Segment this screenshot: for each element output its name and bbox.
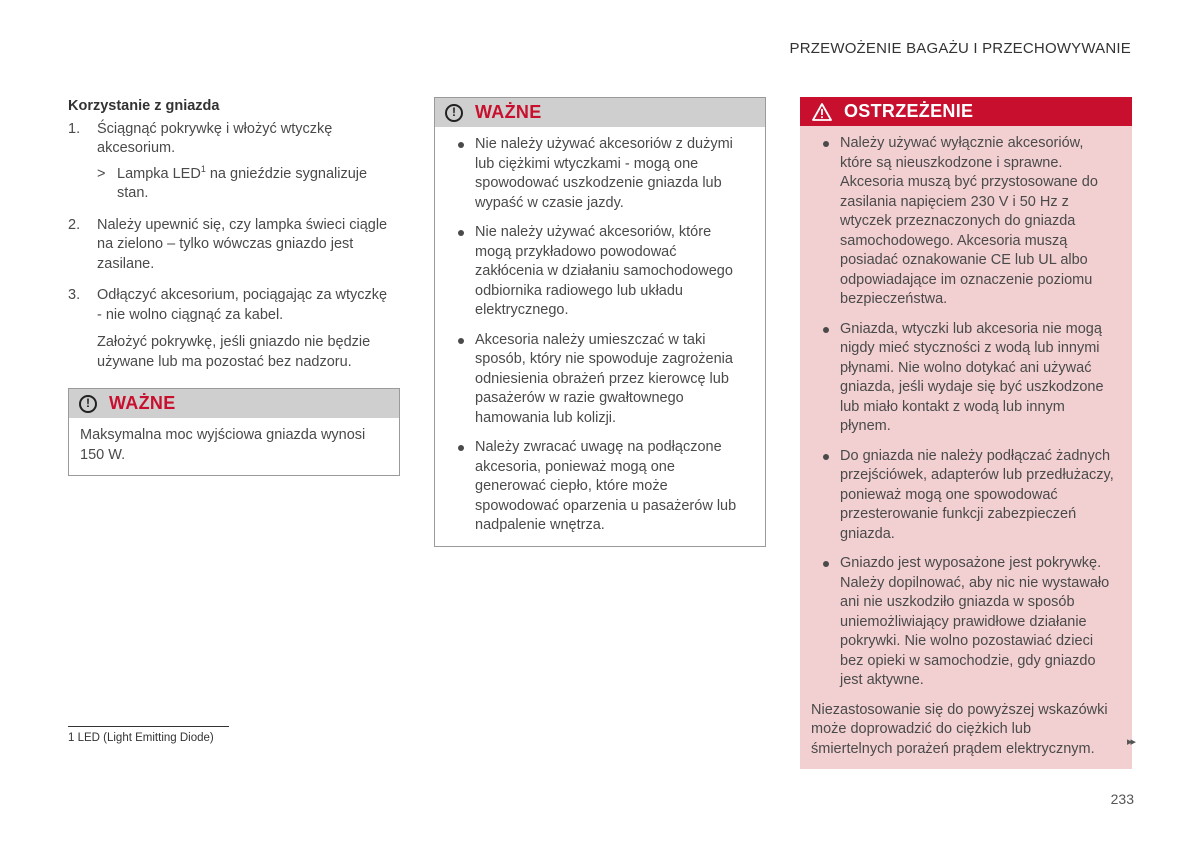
list-item-text: Akcesoria należy umieszczać w taki sposób, który nie spowoduje zagrożenia odniesienia obrażeń przez kierowcę lub pasażerów w razie gwałtownego hamowania lub kolizji. [475, 331, 733, 426]
list-item-text: Należy zwracać uwagę na podłączone akcesoria, ponieważ mogą one generować ciepło, które może spowodować oparzenia u pasażerów lub nadpalenie wnętrza. [475, 439, 737, 533]
bullet-icon [823, 327, 829, 333]
list-item-text: Nie należy używać akcesoriów, które mogą przykładowo powodować zakłócenia w działaniu samochodowego odbiornika radiowego lub układu elektrycznego. [475, 224, 733, 318]
next-page-icon[interactable]: ▸▸ [1126, 736, 1134, 748]
list-item-text: Gniazda, wtyczki lub akcesoria nie mogą nigdy mieć styczności z wodą lub innymi płynami. Nie wolno dotykać ani używać gniazda, jeśli wydaje się być uszkodzone lub miało kontakt z wodą lub innym płynem. [840, 320, 1104, 434]
warning-title: OSTRZEŻENIE [844, 100, 974, 121]
list-item [446, 331, 755, 429]
step-1 [68, 120, 400, 204]
bullet-icon [458, 142, 464, 148]
list-item [811, 134, 1122, 310]
list-item [811, 447, 1122, 545]
step-number: 3. [68, 287, 81, 303]
running-header: PRZEWOŻENIE BAGAŻU I PRZECHOWYWANIE [789, 40, 1131, 57]
important-title: WAŻNE [475, 101, 542, 122]
list-item-text: Należy używać wyłącznie akcesoriów, które są nieuszkodzone i sprawne. Akcesoria muszą być przystosowane do zasilania napięciem 230 V i 50 Hz z wtyczek przeznaczonych do gniazda samochodowego. Akcesoria muszą posiadać oznakowanie CE lub UL albo odpowiadające im oznaczenie poziomu bezpieczeństwa. [840, 135, 1098, 307]
step-text: Odłączyć akcesorium, pociągając za wtyczkę - nie wolno ciągnąć za kabel. [97, 287, 388, 323]
list-item [811, 554, 1122, 691]
bullet-icon [823, 561, 829, 567]
list-item [446, 223, 755, 321]
warning-box [800, 97, 1132, 769]
step-number: 1. [68, 120, 81, 137]
step-2 [68, 216, 400, 275]
left-column [68, 97, 400, 476]
step-text: Należy upewnić się, czy lampka świeci ciągle na zielono – tylko wówczas gniazdo jest zasilane. [97, 216, 388, 272]
warning-body [800, 126, 1132, 769]
list-item [811, 320, 1122, 437]
warning-header [800, 97, 1132, 126]
steps-list [68, 120, 400, 373]
bullet-icon [458, 338, 464, 344]
step-extra-text: Założyć pokrywkę, jeśli gniazdo nie będzie używane lub ma pozostać bez nadzoru. [97, 334, 371, 370]
footnote-ref[interactable]: 1 [200, 163, 206, 174]
important-header [69, 389, 399, 418]
list-item-text: Do gniazda nie należy podłączać żadnych przejściówek, adapterów lub przedłużaczy, ponieważ mogą one spowodować przesterowanie funkcji zabezpieczeń gniazda. [840, 447, 1114, 542]
list-item [446, 438, 755, 536]
result-arrow-icon: > [97, 165, 106, 182]
important-header [435, 98, 765, 127]
step-text: Ściągnąć pokrywkę i włożyć wtyczkę akcesorium. [97, 120, 333, 156]
exclamation-circle-icon: ! [445, 104, 463, 122]
footnote-divider [68, 726, 229, 727]
exclamation-circle-icon: ! [79, 395, 97, 413]
list-item-text: Nie należy używać akcesoriów z dużymi lub ciężkimi wtyczkami - mogą one spowodować uszkodzenie gniazda lub wypaść w czasie jazdy. [475, 136, 733, 211]
list-item [446, 135, 755, 213]
middle-column [434, 97, 766, 547]
important-title: WAŻNE [109, 392, 176, 413]
important-box-small [68, 388, 400, 476]
section-title: Korzystanie z gniazda [68, 98, 220, 114]
bullet-icon [458, 445, 464, 451]
result-text-b: na gnieździe sygnalizuje stan. [117, 165, 368, 201]
warning-list [811, 134, 1122, 691]
bullet-icon [458, 230, 464, 236]
warning-triangle-icon [812, 103, 832, 121]
page-number: 233 [1110, 791, 1134, 807]
bullet-icon [823, 454, 829, 460]
important-body [435, 127, 765, 546]
result-text-a: Lampka LED [117, 165, 201, 182]
important-body: Maksymalna moc wyjściowa gniazda wynosi 150 W. [80, 427, 366, 463]
important-box-large [434, 97, 766, 547]
footnote: 1 LED (Light Emitting Diode) [68, 732, 214, 744]
warning-footer: Niezastosowanie się do powyższej wskazówki może doprowadzić do ciężkich lub śmiertelnych porażeń prądem elektrycznym. [811, 701, 1108, 757]
step-number: 2. [68, 216, 81, 233]
bullet-icon [823, 141, 829, 147]
important-list [446, 135, 755, 536]
list-item-text: Gniazdo jest wyposażone jest pokrywkę. Należy dopilnować, aby nic nie wystawało ani nie uszkodziło gniazda w sposób uniemożliwiający prawidłowe działanie pokrywki. Nie wolno pozostawiać dzieci bez opieki w samochodzie, gdy gniazdo jest aktywne. [840, 555, 1110, 688]
step-3 [68, 286, 400, 372]
step-result [97, 165, 392, 204]
right-column [800, 97, 1132, 769]
